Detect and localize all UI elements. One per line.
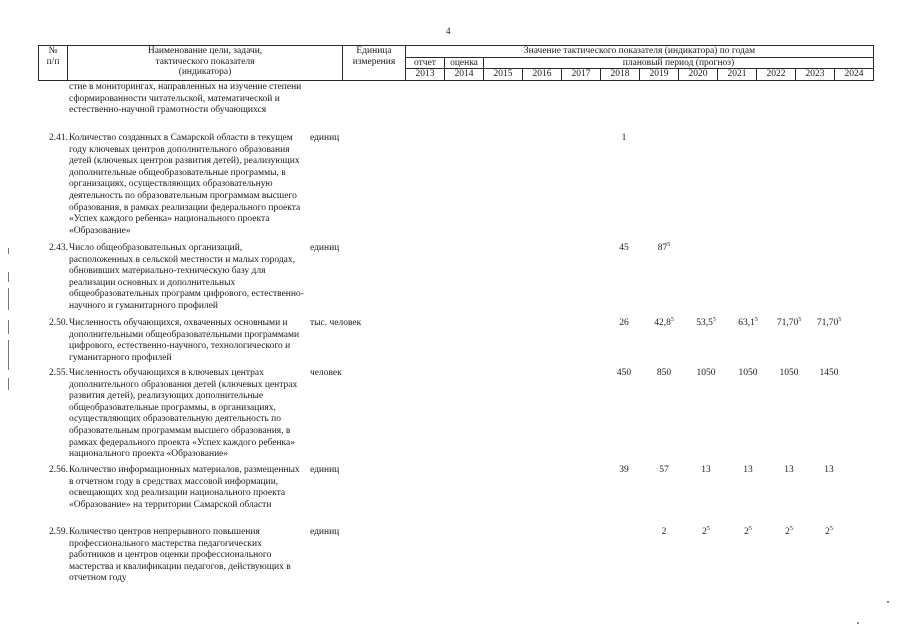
value-2020: 850 — [656, 368, 672, 378]
unit-of-measure: единиц — [310, 527, 340, 537]
footnote-mark: 5 — [838, 317, 842, 323]
row-number: 2.41. — [49, 133, 68, 143]
indicator-name: Численность обучающихся, охваченных основными и дополнительными общеобразовательными программами цифрового, естественно-научного, технологического и гуманитарного профилей — [69, 318, 300, 363]
header-name: Наименование цели, задачи, тактического показателя (индикатора) — [68, 46, 343, 81]
indicator-name: стие в мониторингах, направленных на изучение степени сформированности читательской, математической и естественно-научной грамотности обучающихся — [69, 82, 302, 116]
value-2024: 13 — [824, 465, 834, 475]
value-2021: 13 — [701, 465, 711, 475]
header-unit: Единица измерения — [343, 46, 406, 81]
footnote-mark: 5 — [670, 317, 674, 323]
indicator-name: Число общеобразовательных организаций, расположенных в сельской местности и малых городах, обновивших материально-техническую базу для реализации основных и дополнительных общеобразовательных программ цифрового, естественно-научного и гуманитарного профилей — [69, 243, 304, 311]
value-2019: 39 — [619, 465, 629, 475]
header-plan: плановый период (прогноз) — [484, 57, 874, 69]
row-number: 2.50. — [49, 318, 68, 328]
value-2020: 2 — [661, 527, 667, 537]
value-2019: 26 — [619, 318, 629, 328]
value-2024: $2^5$ — [825, 526, 833, 537]
unit-of-measure: человек — [310, 368, 342, 378]
header-estimate: оценка — [445, 57, 484, 69]
value-2022: 63,1$^5$ — [738, 317, 758, 328]
value-2023: $2^5$ — [785, 526, 793, 537]
indicator-name: Количество центров непрерывного повышения профессионального мастерства педагогических работников и центров оценки профессионального мастерства и квалификации педагогов, действующих в отчетном году — [69, 527, 291, 584]
header-year-2017: 2017 — [562, 69, 601, 81]
page-number: 4 — [446, 26, 451, 36]
value-2022: $2^5$ — [744, 526, 752, 537]
value-2020: 57 — [659, 465, 669, 475]
footnote-mark: 5 — [754, 317, 758, 323]
footnote-mark: 5 — [789, 526, 793, 532]
scan-dot — [857, 622, 859, 624]
header-num: № п/п — [39, 46, 68, 81]
row-number: 2.43. — [49, 243, 68, 253]
value-2020: $87^5$ — [657, 242, 671, 253]
value-2023: 1050 — [779, 368, 799, 378]
value-2023: 71,70$^5$ — [776, 317, 802, 328]
unit-of-measure: тыс. человек — [310, 318, 362, 328]
header-year-2013: 2013 — [406, 69, 445, 81]
footnote-mark: 5 — [748, 526, 752, 532]
footnote-mark: 5 — [712, 317, 716, 323]
row-number: 2.59. — [49, 527, 68, 537]
header-year-2024: 2024 — [835, 69, 874, 81]
row-number: 2.56. — [49, 465, 68, 475]
footnote-mark: 5 — [798, 317, 802, 323]
value-2022: 13 — [743, 465, 753, 475]
unit-of-measure: единиц — [310, 243, 340, 253]
value-2022: 1050 — [738, 368, 758, 378]
indicator-name: Количество информационных материалов, размещенных в отчетном году в средствах массовой информации, освещающих ход реализации национального проекта «Образование» на территории Самарской области — [69, 465, 300, 510]
header-year-2020: 2020 — [679, 69, 718, 81]
value-2019: 45 — [619, 243, 629, 253]
header-year-2014: 2014 — [445, 69, 484, 81]
indicator-name: Численность обучающихся в ключевых центрах дополнительного образования детей (ключевых центрах развития детей), реализующих дополнительные общеобразовательные программы, в организациях, осуществляющих образовательную деятельность по образовательным программам высшего образования, в рамках федерального проекта «Успех каждого ребенка» национального проекта «Образование» — [69, 368, 298, 460]
header-year-2018: 2018 — [601, 69, 640, 81]
header-year-2015: 2015 — [484, 69, 523, 81]
value-2021: 1050 — [696, 368, 716, 378]
value-2019: 1 — [621, 133, 627, 143]
header-values-title: Значение тактического показателя (индикатора) по годам — [406, 46, 874, 58]
footnote-mark: 5 — [667, 242, 671, 248]
value-2024: 1450 — [819, 368, 839, 378]
value-2019: 450 — [616, 368, 632, 378]
row-number: 2.55. — [49, 368, 68, 378]
indicator-name: Количество созданных в Самарской области в текущем году ключевых центров дополнительного образования детей (ключевых центров развития детей), реализующих дополнительные общеобразовательные программы, в организациях, осуществляющих образовательную деятельность по образовательным программам высшего образования, в рамках реализации федерального проекта «Успех каждого ребенка» национального проекта «Образование» — [69, 133, 301, 236]
header-year-2022: 2022 — [757, 69, 796, 81]
value-2020: 42,8$^5$ — [654, 317, 674, 328]
value-2024: 71,70$^5$ — [816, 317, 842, 328]
unit-of-measure: единиц — [310, 465, 340, 475]
footnote-mark: 5 — [706, 526, 710, 532]
unit-of-measure: единиц — [310, 133, 340, 143]
header-year-2021: 2021 — [718, 69, 757, 81]
scan-dot — [887, 601, 889, 603]
header-year-2016: 2016 — [523, 69, 562, 81]
header-year-2019: 2019 — [640, 69, 679, 81]
header-report: отчет — [406, 57, 445, 69]
margin-scan-marks — [2, 240, 16, 410]
value-2021: $2^5$ — [702, 526, 710, 537]
header-year-2023: 2023 — [796, 69, 835, 81]
footnote-mark: 5 — [829, 526, 833, 532]
value-2023: 13 — [784, 465, 794, 475]
value-2021: 53,5$^5$ — [696, 317, 716, 328]
